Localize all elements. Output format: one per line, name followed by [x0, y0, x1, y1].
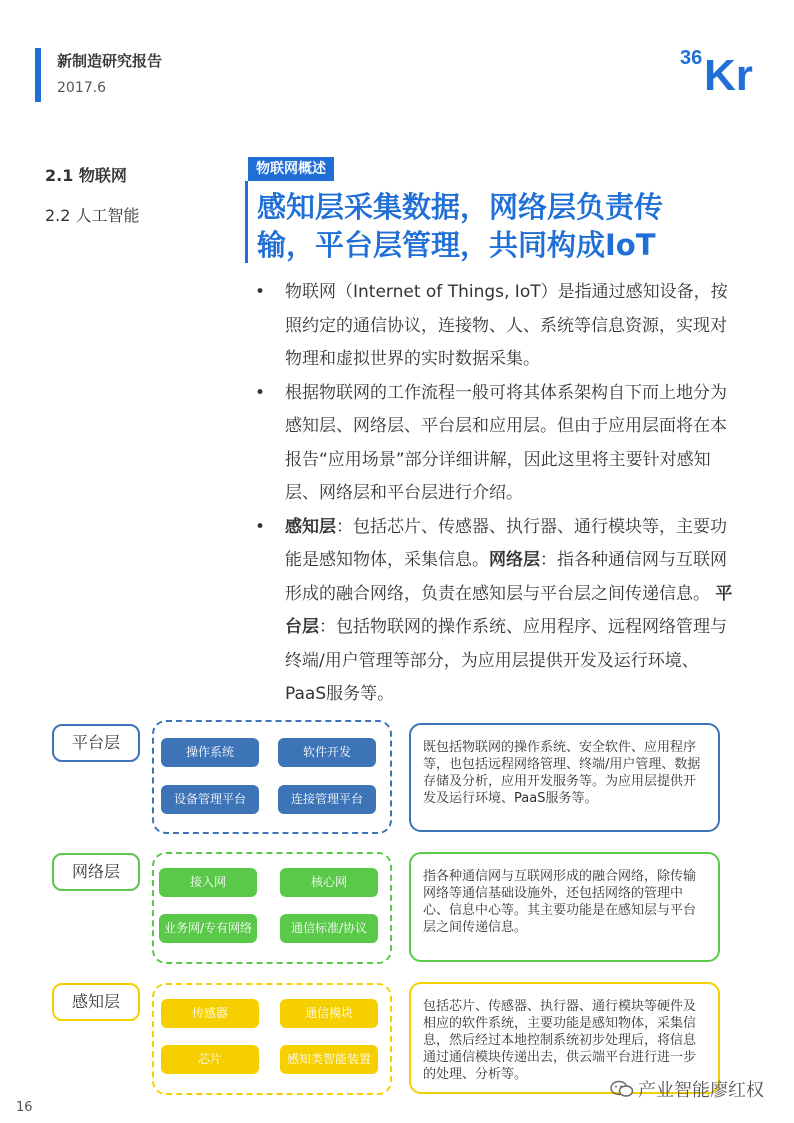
bullet-item — [255, 276, 735, 377]
chip-software-dev: 软件开发 — [278, 738, 376, 767]
bullet-item — [255, 511, 735, 712]
bullet-text: 物联网（Internet of Things, IoT）是指通过感知设备，按照约定的通信协议，连接物、人、系统等信息资源，实现对物理和虚拟世界的实时数据采集。 — [285, 282, 728, 369]
headline-line-1: 感知层采集数据，网络层负责传 — [257, 190, 664, 224]
bullet-dot-icon: • — [255, 516, 266, 537]
bullet-dot-icon: • — [255, 382, 266, 403]
bullet-text: 根据物联网的工作流程一般可将其体系架构自下而上地分为感知层、网络层、平台层和应用层。但由于应用层面将在本报告“应用场景”部分详细讲解，因此这里将主要针对感知层、网络层和平台层进行介绍。 — [285, 382, 727, 503]
report-date: 2017.6 — [57, 80, 106, 96]
platform-description: 既包括物联网的操作系统、安全软件、应用程序等，也包括远程网络管理、终端/用户管理、数据存储及分析，应用开发服务等。为应用层提供开发及运行环境、PaaS服务等。 — [409, 723, 720, 832]
term-platform-text: ：包括物联网的操作系统、应用程序、远程网络管理与终端/用户管理等部分，为应用层提供开发及运行环境、PaaS服务等。 — [285, 617, 727, 704]
chip-access-network: 接入网 — [159, 868, 257, 897]
chip-sensor: 传感器 — [161, 999, 259, 1028]
chip-comm-module: 通信模块 — [280, 999, 378, 1028]
chip-smart-device: 感知类智能装置 — [280, 1045, 378, 1074]
term-network-text: ：指各种通信网与互联网形成的融合网络，负责在感知层与平台层之间传递信息。 — [285, 550, 727, 604]
section-headline — [257, 188, 727, 264]
chip-chip: 芯片 — [161, 1045, 259, 1074]
chip-comm-standard: 通信标准/协议 — [280, 914, 378, 943]
layer-label-platform: 平台层 — [52, 724, 140, 762]
nav-item-iot[interactable]: 2.1 物联网 — [45, 166, 127, 185]
watermark — [610, 1076, 764, 1102]
36kr-logo — [680, 42, 766, 94]
svg-text:Kr: Kr — [704, 51, 753, 94]
svg-text:36: 36 — [680, 47, 703, 69]
chip-device-mgmt: 设备管理平台 — [161, 785, 259, 814]
section-tag: 物联网概述 — [248, 157, 334, 181]
chip-connection-mgmt: 连接管理平台 — [278, 785, 376, 814]
bullet-dot-icon: • — [255, 282, 266, 302]
header-accent-bar — [35, 48, 41, 102]
chip-service-network: 业务网/专有网络 — [159, 914, 257, 943]
term-network: 网络层 — [489, 550, 540, 570]
bullet-item — [255, 377, 735, 511]
term-perception: 感知层 — [285, 516, 336, 537]
nav-item-ai[interactable]: 2.2 人工智能 — [45, 206, 140, 225]
page-number: 16 — [16, 1100, 33, 1115]
chip-core-network: 核心网 — [280, 868, 378, 897]
layer-label-perception: 感知层 — [52, 983, 140, 1021]
report-title: 新制造研究报告 — [57, 52, 163, 70]
chip-os: 操作系统 — [161, 738, 259, 767]
bullet-list — [255, 276, 735, 712]
wechat-icon — [610, 1079, 634, 1099]
term-platform: 平台层 — [285, 583, 733, 637]
term-perception-text: ：包括芯片、传感器、执行器、通行模块等，主要功能是感知物体，采集信息。 — [285, 516, 727, 570]
headline-accent-bar — [245, 181, 248, 263]
headline-line-2: 输，平台层管理，共同构成IoT — [257, 228, 656, 262]
watermark-text: 产业智能廖红权 — [638, 1080, 764, 1101]
network-description: 指各种通信网与互联网形成的融合网络，除传输网络等通信基础设施外，还包括网络的管理中心、信息中心等。其主要功能是在感知层与平台层之间传递信息。 — [409, 852, 720, 962]
layer-label-network: 网络层 — [52, 853, 140, 891]
perception-description: 包括芯片、传感器、执行器、通行模块等硬件及相应的软件系统，主要功能是感知物体，采集信息，然后经过本地控制系统初步处理后，将信息通过通信模块传递出去，供云端平台进行进一步的处理、分析等。 — [409, 982, 720, 1094]
